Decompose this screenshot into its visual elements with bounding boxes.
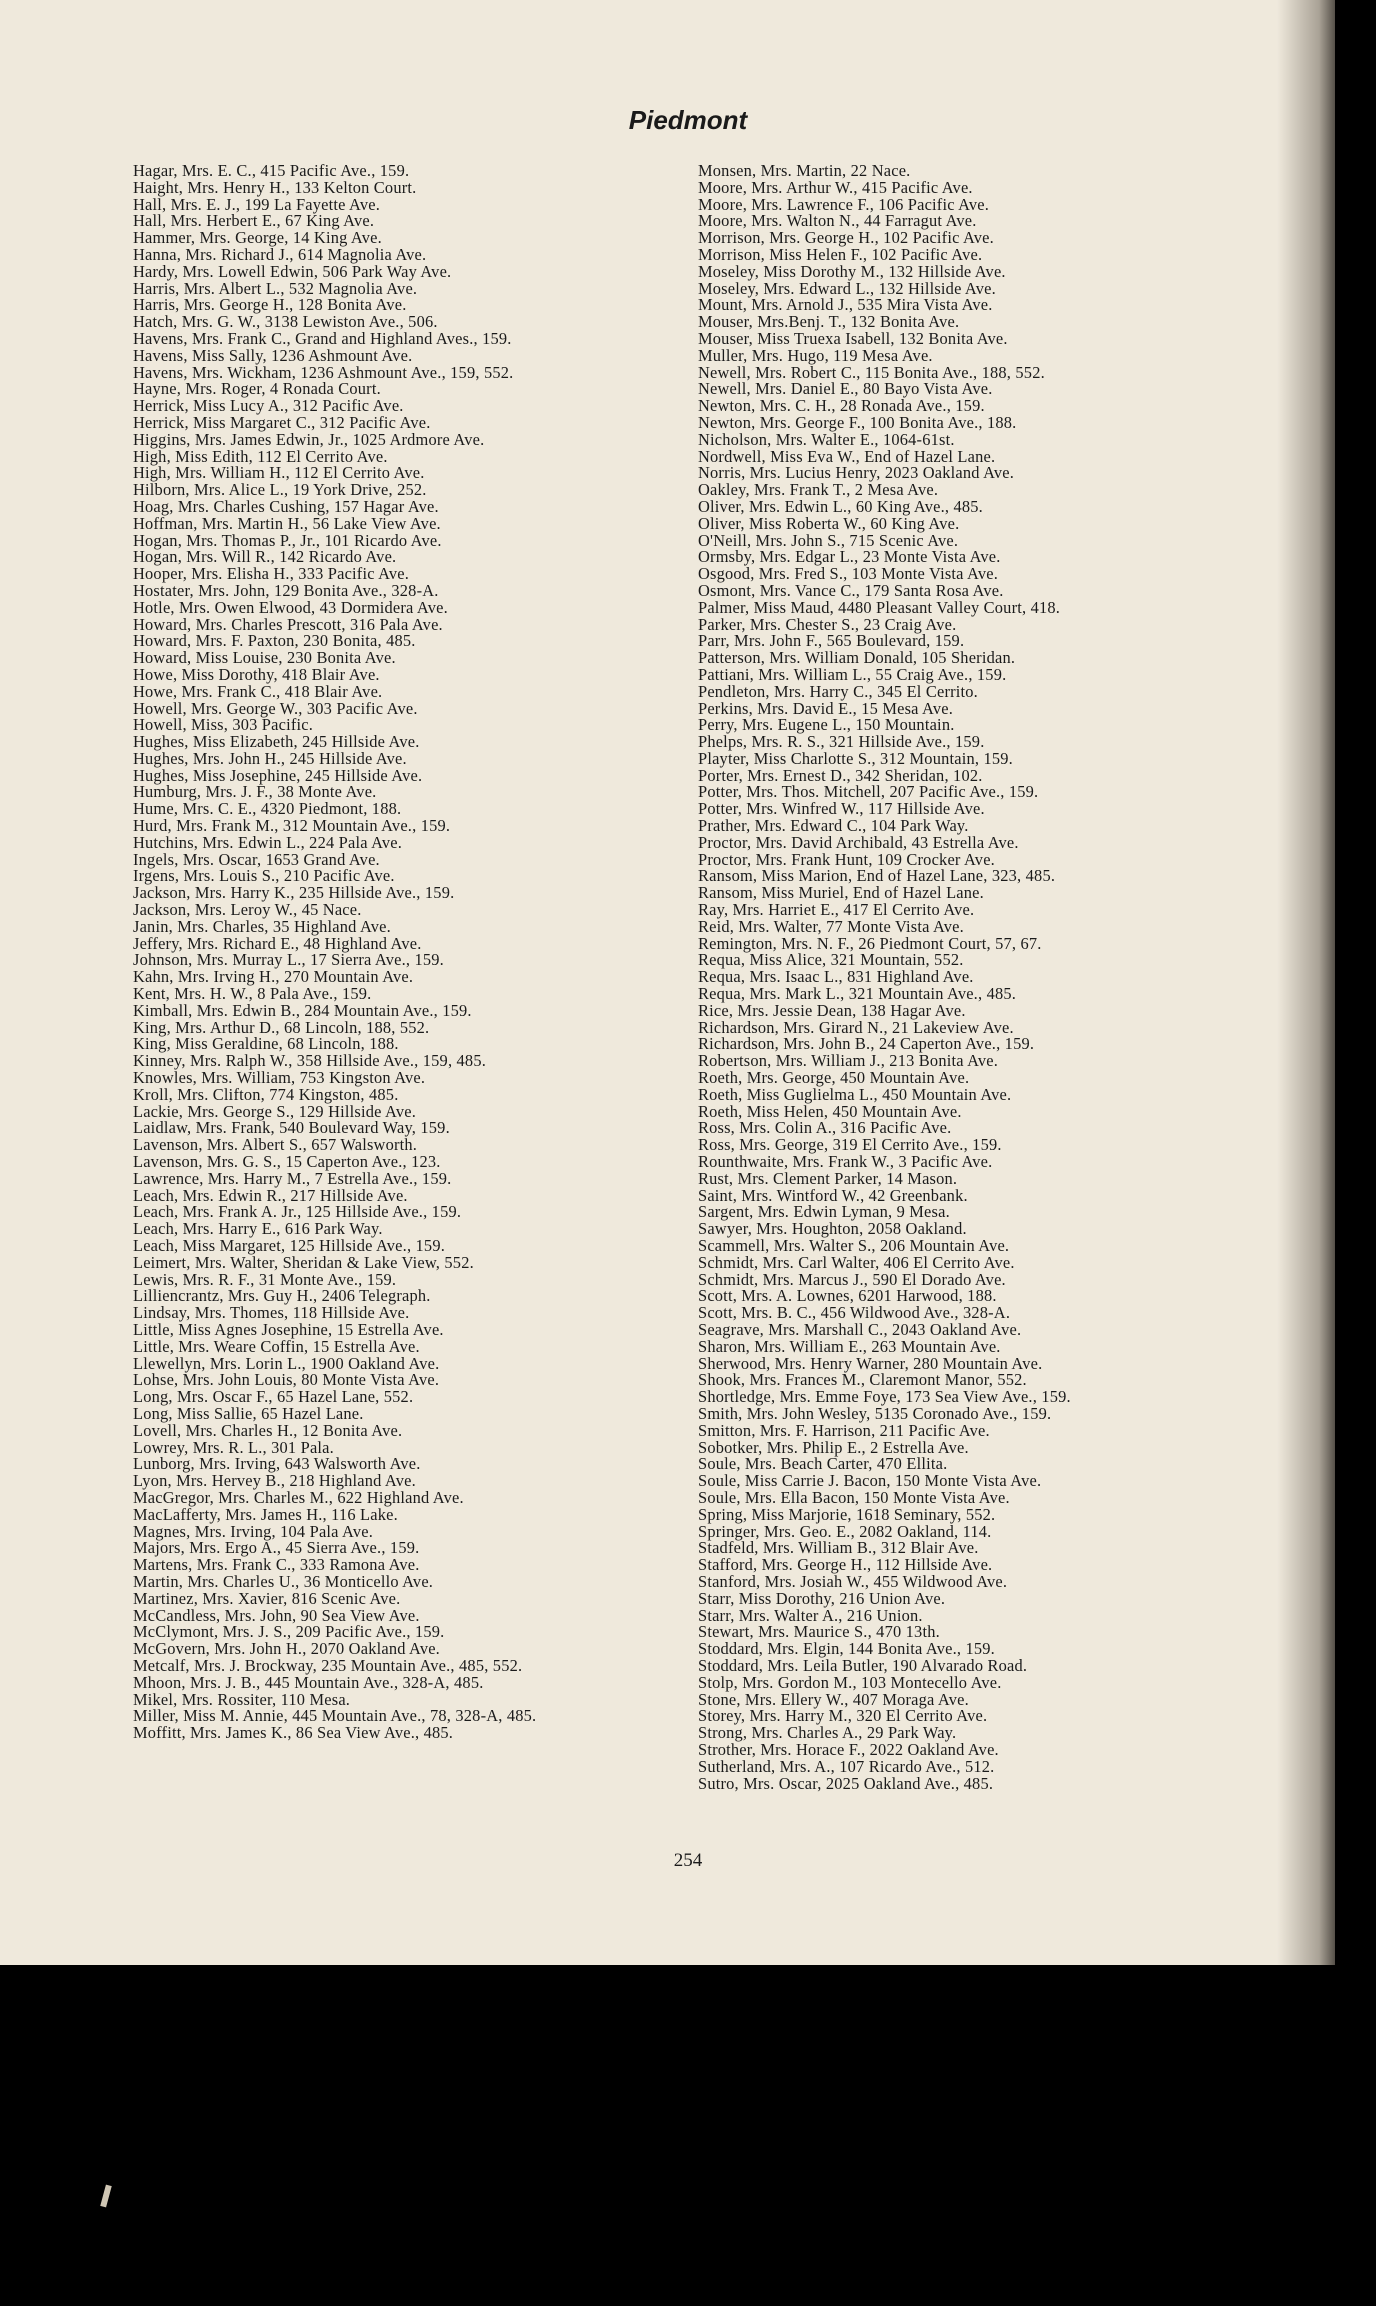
directory-entry: Roeth, Miss Guglielma L., 450 Mountain Ave. (698, 1084, 1012, 1104)
right-column (698, 163, 1238, 1792)
directory-entry: Porter, Mrs. Ernest D., 342 Sheridan, 102. (698, 765, 983, 785)
directory-entry: Ransom, Miss Marion, End of Hazel Lane, 323, 485. (698, 866, 1056, 886)
directory-entry: Schmidt, Mrs. Marcus J., 590 El Dorado Ave. (698, 1269, 1006, 1289)
directory-entry: Soule, Mrs. Beach Carter, 470 Ellita. (698, 1454, 948, 1474)
directory-entry: Stafford, Mrs. George H., 112 Hillside Ave. (698, 1555, 993, 1575)
directory-entry: Oliver, Miss Roberta W., 60 King Ave. (698, 513, 960, 533)
directory-entry: Reid, Mrs. Walter, 77 Monte Vista Ave. (698, 916, 964, 936)
directory-entry: Stolp, Mrs. Gordon M., 103 Montecello Ave. (698, 1672, 1002, 1692)
directory-entry: Irgens, Mrs. Louis S., 210 Pacific Ave. (133, 866, 395, 886)
directory-entry: Lohse, Mrs. John Louis, 80 Monte Vista Ave. (133, 1370, 440, 1390)
directory-entry: Nicholson, Mrs. Walter E., 1064-61st. (698, 429, 955, 449)
directory-entry: Martens, Mrs. Frank C., 333 Ramona Ave. (133, 1555, 420, 1575)
directory-entry: Potter, Mrs. Winfred W., 117 Hillside Ave. (698, 799, 985, 819)
directory-entry: High, Miss Edith, 112 El Cerrito Ave. (133, 446, 388, 466)
directory-entry: Shook, Mrs. Frances M., Claremont Manor, 552. (698, 1370, 1027, 1390)
directory-entry: Hostater, Mrs. John, 129 Bonita Ave., 328-A. (133, 580, 439, 600)
directory-entry: Perkins, Mrs. David E., 15 Mesa Ave. (698, 698, 954, 718)
directory-entry: Howe, Miss Dorothy, 418 Blair Ave. (133, 664, 380, 684)
directory-entry: Nordwell, Miss Eva W., End of Hazel Lane. (698, 446, 996, 466)
directory-entry: Ray, Mrs. Harriet E., 417 El Cerrito Ave. (698, 900, 975, 920)
directory-entry: Hogan, Mrs. Thomas P., Jr., 101 Ricardo Ave. (133, 530, 442, 550)
directory-entry: Hume, Mrs. C. E., 4320 Piedmont, 188. (133, 799, 402, 819)
directory-entry: Howe, Mrs. Frank C., 418 Blair Ave. (133, 681, 383, 701)
directory-entry: Humburg, Mrs. J. F., 38 Monte Ave. (133, 782, 377, 802)
directory-entry: Leach, Mrs. Frank A. Jr., 125 Hillside Ave., 159. (133, 1202, 462, 1222)
directory-entry: Mount, Mrs. Arnold J., 535 Mira Vista Ave. (698, 295, 993, 315)
directory-entry: Herrick, Miss Lucy A., 312 Pacific Ave. (133, 396, 404, 416)
directory-entry: Little, Mrs. Weare Coffin, 15 Estrella Ave. (133, 1336, 420, 1356)
directory-entry: Hotle, Mrs. Owen Elwood, 43 Dormidera Ave. (133, 597, 448, 617)
directory-entry: Storey, Mrs. Harry M., 320 El Cerrito Ave. (698, 1706, 988, 1726)
directory-entry: Hoffman, Mrs. Martin H., 56 Lake View Ave. (133, 513, 441, 533)
directory-entry: Hall, Mrs. E. J., 199 La Fayette Ave. (133, 194, 380, 214)
directory-entry: Morrison, Miss Helen F., 102 Pacific Ave. (698, 244, 983, 264)
directory-entry: Lavenson, Mrs. Albert S., 657 Walsworth. (133, 1135, 418, 1155)
directory-entry: Norris, Mrs. Lucius Henry, 2023 Oakland Ave. (698, 463, 1015, 483)
directory-entry: Newell, Mrs. Robert C., 115 Bonita Ave., 188, 552. (698, 362, 1045, 382)
directory-entry: Howell, Mrs. George W., 303 Pacific Ave. (133, 698, 418, 718)
directory-entry: Patterson, Mrs. William Donald, 105 Sheridan. (698, 648, 1016, 668)
directory-entry: Hogan, Mrs. Will R., 142 Ricardo Ave. (133, 547, 397, 567)
directory-entry: High, Mrs. William H., 112 El Cerrito Ave. (133, 463, 425, 483)
directory-entry: Higgins, Mrs. James Edwin, Jr., 1025 Ardmore Ave. (133, 429, 485, 449)
directory-entry: Sawyer, Mrs. Houghton, 2058 Oakland. (698, 1219, 967, 1239)
directory-entry: Leach, Mrs. Edwin R., 217 Hillside Ave. (133, 1185, 408, 1205)
directory-entry: Lackie, Mrs. George S., 129 Hillside Ave. (133, 1101, 416, 1121)
directory-entry: Stewart, Mrs. Maurice S., 470 13th. (698, 1622, 940, 1642)
directory-entry: Shortledge, Mrs. Emme Foye, 173 Sea View Ave., 159. (698, 1387, 1071, 1407)
directory-entry: Stadfeld, Mrs. William B., 312 Blair Ave. (698, 1538, 979, 1558)
directory-entry: Miller, Miss M. Annie, 445 Mountain Ave., 78, 328-A, 485. (133, 1706, 537, 1726)
directory-entry: Ormsby, Mrs. Edgar L., 23 Monte Vista Ave. (698, 547, 1001, 567)
directory-entry: Moseley, Mrs. Edward L., 132 Hillside Ave. (698, 278, 996, 298)
directory-entry: Stoddard, Mrs. Leila Butler, 190 Alvarado Road. (698, 1655, 1028, 1675)
directory-entry: Muller, Mrs. Hugo, 119 Mesa Ave. (698, 345, 933, 365)
directory-entry: Hurd, Mrs. Frank M., 312 Mountain Ave., 159. (133, 816, 451, 836)
directory-entry: Martinez, Mrs. Xavier, 816 Scenic Ave. (133, 1588, 401, 1608)
directory-entry: Sutro, Mrs. Oscar, 2025 Oakland Ave., 485. (698, 1773, 994, 1793)
directory-entry: Hammer, Mrs. George, 14 King Ave. (133, 228, 382, 248)
directory-entry: Richardson, Mrs. Girard N., 21 Lakeview Ave. (698, 1017, 1014, 1037)
directory-entry: Pendleton, Mrs. Harry C., 345 El Cerrito. (698, 681, 978, 701)
directory-entry: Hardy, Mrs. Lowell Edwin, 506 Park Way Ave. (133, 261, 452, 281)
directory-entry: Rice, Mrs. Jessie Dean, 138 Hagar Ave. (698, 1000, 966, 1020)
left-column (133, 163, 673, 1742)
directory-entry: Leimert, Mrs. Walter, Sheridan & Lake View, 552. (133, 1252, 474, 1272)
directory-entry: Osmont, Mrs. Vance C., 179 Santa Rosa Ave. (698, 580, 1004, 600)
directory-entry: McCandless, Mrs. John, 90 Sea View Ave. (133, 1605, 420, 1625)
directory-entry: Hughes, Miss Josephine, 245 Hillside Ave. (133, 765, 423, 785)
directory-entry: Howard, Mrs. F. Paxton, 230 Bonita, 485. (133, 631, 416, 651)
directory-entry: Hughes, Miss Elizabeth, 245 Hillside Ave. (133, 732, 420, 752)
directory-entry: Leach, Mrs. Harry E., 616 Park Way. (133, 1219, 383, 1239)
directory-entry: Springer, Mrs. Geo. E., 2082 Oakland, 114. (698, 1521, 992, 1541)
directory-entry: Moore, Mrs. Arthur W., 415 Pacific Ave. (698, 177, 973, 197)
directory-entry: Seagrave, Mrs. Marshall C., 2043 Oakland Ave. (698, 1319, 1022, 1339)
directory-entry: Jeffery, Mrs. Richard E., 48 Highland Ave. (133, 933, 422, 953)
directory-entry: Moseley, Miss Dorothy M., 132 Hillside Ave. (698, 261, 1006, 281)
directory-entry: Sharon, Mrs. William E., 263 Mountain Ave. (698, 1336, 1001, 1356)
directory-entry: Havens, Mrs. Wickham, 1236 Ashmount Ave., 159, 552. (133, 362, 514, 382)
directory-entry: Leach, Miss Margaret, 125 Hillside Ave., 159. (133, 1236, 446, 1255)
directory-entry: MacLafferty, Mrs. James H., 116 Lake. (133, 1504, 398, 1524)
directory-entry: Ingels, Mrs. Oscar, 1653 Grand Ave. (133, 849, 380, 869)
directory-entry: Hall, Mrs. Herbert E., 67 King Ave. (133, 211, 375, 231)
directory-entry: Hayne, Mrs. Roger, 4 Ronada Court. (133, 379, 381, 399)
directory-entry: Remington, Mrs. N. F., 26 Piedmont Court, 57, 67. (698, 933, 1042, 953)
directory-entry: Lavenson, Mrs. G. S., 15 Caperton Ave., 123. (133, 1152, 441, 1172)
directory-entry: Requa, Mrs. Isaac L., 831 Highland Ave. (698, 967, 974, 987)
directory-entry: Stanford, Mrs. Josiah W., 455 Wildwood Ave. (698, 1571, 1008, 1591)
directory-entry: Soule, Mrs. Ella Bacon, 150 Monte Vista Ave. (698, 1487, 1010, 1507)
directory-entry: Soule, Miss Carrie J. Bacon, 150 Monte Vista Ave. (698, 1471, 1042, 1491)
directory-entry: Scott, Mrs. A. Lownes, 6201 Harwood, 188. (698, 1286, 997, 1306)
directory-entry: Lunborg, Mrs. Irving, 643 Walsworth Ave. (133, 1454, 421, 1474)
directory-entry: Rust, Mrs. Clement Parker, 14 Mason. (698, 1168, 958, 1188)
directory-entry: Magnes, Mrs. Irving, 104 Pala Ave. (133, 1521, 374, 1541)
directory-entry: King, Miss Geraldine, 68 Lincoln, 188. (133, 1034, 399, 1054)
directory-entry: Hatch, Mrs. G. W., 3138 Lewiston Ave., 506. (133, 312, 438, 332)
directory-entry: Lowrey, Mrs. R. L., 301 Pala. (133, 1437, 334, 1457)
directory-entry: Sutherland, Mrs. A., 107 Ricardo Ave., 512. (698, 1756, 995, 1776)
page-title: Piedmont (628, 105, 748, 135)
directory-entry: Prather, Mrs. Edward C., 104 Park Way. (698, 816, 969, 836)
directory-entry: Kinney, Mrs. Ralph W., 358 Hillside Ave., 159, 485. (133, 1051, 487, 1071)
directory-entry: Perry, Mrs. Eugene L., 150 Mountain. (698, 715, 955, 735)
directory-entry: McGovern, Mrs. John H., 2070 Oakland Ave. (133, 1639, 440, 1659)
directory-entry: Howard, Miss Louise, 230 Bonita Ave. (133, 648, 396, 668)
directory-entry: Newell, Mrs. Daniel E., 80 Bayo Vista Ave. (698, 379, 993, 399)
directory-entry: Havens, Miss Sally, 1236 Ashmount Ave. (133, 345, 413, 365)
directory-entry: Parker, Mrs. Chester S., 23 Craig Ave. (698, 614, 957, 634)
directory-entry: Newton, Mrs. George F., 100 Bonita Ave., 188. (698, 412, 1017, 432)
directory-entry: Morrison, Mrs. George H., 102 Pacific Ave. (698, 228, 994, 248)
directory-entry: Metcalf, Mrs. J. Brockway, 235 Mountain Ave., 485, 552. (133, 1655, 523, 1675)
directory-entry: Martin, Mrs. Charles U., 36 Monticello Ave. (133, 1571, 434, 1591)
directory-entry: Johnson, Mrs. Murray L., 17 Sierra Ave., 159. (133, 950, 444, 970)
directory-entry: Little, Miss Agnes Josephine, 15 Estrella Ave. (133, 1319, 444, 1339)
directory-entry: Hooper, Mrs. Elisha H., 333 Pacific Ave. (133, 564, 410, 584)
directory-entry: Ross, Mrs. George, 319 El Cerrito Ave., 159. (698, 1135, 1002, 1155)
page-number: 254 (673, 1850, 703, 1871)
directory-entry: O'Neill, Mrs. John S., 715 Scenic Ave. (698, 530, 959, 550)
directory-entry: Kent, Mrs. H. W., 8 Pala Ave., 159. (133, 984, 372, 1004)
directory-entry: Havens, Mrs. Frank C., Grand and Highland Aves., 159. (133, 328, 512, 348)
directory-entry: Proctor, Mrs. David Archibald, 43 Estrella Ave. (698, 832, 1019, 852)
directory-entry: Kahn, Mrs. Irving H., 270 Mountain Ave. (133, 967, 414, 987)
directory-entry: Monsen, Mrs. Martin, 22 Nace. (698, 161, 911, 180)
directory-entry: Jackson, Mrs. Harry K., 235 Hillside Ave., 159. (133, 883, 455, 903)
directory-entry: Majors, Mrs. Ergo A., 45 Sierra Ave., 159. (133, 1538, 420, 1558)
directory-entry: Roeth, Mrs. George, 450 Mountain Ave. (698, 1068, 970, 1088)
directory-entry: Requa, Miss Alice, 321 Mountain, 552. (698, 950, 964, 970)
directory-entry: Herrick, Miss Margaret C., 312 Pacific Ave. (133, 412, 431, 432)
page-gutter-shadow (1277, 0, 1335, 1965)
directory-entry: Spring, Miss Marjorie, 1618 Seminary, 552. (698, 1504, 996, 1524)
directory-entry: Smitton, Mrs. F. Harrison, 211 Pacific Ave. (698, 1420, 990, 1440)
directory-entry: Lawrence, Mrs. Harry M., 7 Estrella Ave., 159. (133, 1168, 452, 1188)
directory-entry: Roeth, Miss Helen, 450 Mountain Ave. (698, 1101, 962, 1121)
directory-entry: Potter, Mrs. Thos. Mitchell, 207 Pacific Ave., 159. (698, 782, 1039, 802)
directory-entry: Hughes, Mrs. John H., 245 Hillside Ave. (133, 748, 407, 768)
directory-entry: Sobotker, Mrs. Philip E., 2 Estrella Ave. (698, 1437, 969, 1457)
directory-entry: Osgood, Mrs. Fred S., 103 Monte Vista Ave. (698, 564, 999, 584)
directory-entry: Sherwood, Mrs. Henry Warner, 280 Mountain Ave. (698, 1353, 1043, 1373)
directory-entry: Oliver, Mrs. Edwin L., 60 King Ave., 485. (698, 496, 983, 516)
directory-entry: Harris, Mrs. George H., 128 Bonita Ave. (133, 295, 407, 315)
directory-entry: Harris, Mrs. Albert L., 532 Magnolia Ave. (133, 278, 418, 298)
directory-entry: Starr, Mrs. Walter A., 216 Union. (698, 1605, 923, 1625)
directory-entry: Phelps, Mrs. R. S., 321 Hillside Ave., 159. (698, 732, 985, 752)
directory-entry: Mhoon, Mrs. J. B., 445 Mountain Ave., 328-A, 485. (133, 1672, 484, 1692)
directory-entry: Kroll, Mrs. Clifton, 774 Kingston, 485. (133, 1084, 399, 1104)
directory-entry: Janin, Mrs. Charles, 35 Highland Ave. (133, 916, 391, 936)
directory-entry: Schmidt, Mrs. Carl Walter, 406 El Cerrito Ave. (698, 1252, 1015, 1272)
directory-entry: Stone, Mrs. Ellery W., 407 Moraga Ave. (698, 1689, 969, 1709)
directory-entry: Moore, Mrs. Walton N., 44 Farragut Ave. (698, 211, 977, 231)
directory-entry: Long, Miss Sallie, 65 Hazel Lane. (133, 1403, 364, 1423)
directory-entry: Starr, Miss Dorothy, 216 Union Ave. (698, 1588, 946, 1608)
directory-entry: Hagar, Mrs. E. C., 415 Pacific Ave., 159. (133, 161, 410, 180)
directory-entry: Pattiani, Mrs. William L., 55 Craig Ave., 159. (698, 664, 1007, 684)
directory-entry: Hutchins, Mrs. Edwin L., 224 Pala Ave. (133, 832, 403, 852)
directory-entry: Lyon, Mrs. Hervey B., 218 Highland Ave. (133, 1471, 416, 1491)
directory-entry: Hoag, Mrs. Charles Cushing, 157 Hagar Ave. (133, 496, 439, 516)
directory-entry: Hilborn, Mrs. Alice L., 19 York Drive, 252. (133, 480, 427, 500)
directory-entry: Kimball, Mrs. Edwin B., 284 Mountain Ave., 159. (133, 1000, 472, 1020)
directory-entry: Lilliencrantz, Mrs. Guy H., 2406 Telegraph. (133, 1286, 431, 1306)
directory-entry: Playter, Miss Charlotte S., 312 Mountain, 159. (698, 748, 1013, 768)
directory-entry: Strother, Mrs. Horace F., 2022 Oakland Ave. (698, 1739, 999, 1759)
directory-entry: Long, Mrs. Oscar F., 65 Hazel Lane, 552. (133, 1387, 414, 1407)
directory-entry: Lovell, Mrs. Charles H., 12 Bonita Ave. (133, 1420, 403, 1440)
directory-entry: Scott, Mrs. B. C., 456 Wildwood Ave., 328-A. (698, 1303, 1011, 1323)
directory-entry: King, Mrs. Arthur D., 68 Lincoln, 188, 552. (133, 1017, 430, 1037)
directory-entry: Knowles, Mrs. William, 753 Kingston Ave. (133, 1068, 426, 1088)
directory-entry: Stoddard, Mrs. Elgin, 144 Bonita Ave., 159. (698, 1639, 995, 1659)
directory-entry: McClymont, Mrs. J. S., 209 Pacific Ave., 159. (133, 1622, 445, 1642)
directory-entry: Howard, Mrs. Charles Prescott, 316 Pala Ave. (133, 614, 443, 634)
directory-entry: Newton, Mrs. C. H., 28 Ronada Ave., 159. (698, 396, 985, 416)
directory-entry: Lindsay, Mrs. Thomes, 118 Hillside Ave. (133, 1303, 410, 1323)
directory-entry: Ransom, Miss Muriel, End of Hazel Lane. (698, 883, 984, 903)
directory-entry: Howell, Miss, 303 Pacific. (133, 715, 314, 735)
directory-entry: Saint, Mrs. Wintford W., 42 Greenbank. (698, 1185, 968, 1205)
directory-entry: Hanna, Mrs. Richard J., 614 Magnolia Ave. (133, 244, 427, 264)
directory-entry: Requa, Mrs. Mark L., 321 Mountain Ave., 485. (698, 984, 1017, 1004)
directory-entry: Parr, Mrs. John F., 565 Boulevard, 159. (698, 631, 965, 651)
directory-entry: Robertson, Mrs. William J., 213 Bonita Ave. (698, 1051, 999, 1071)
directory-entry: Oakley, Mrs. Frank T., 2 Mesa Ave. (698, 480, 939, 500)
directory-entry: Laidlaw, Mrs. Frank, 540 Boulevard Way, 159. (133, 1118, 450, 1138)
directory-entry: Mouser, Mrs.Benj. T., 132 Bonita Ave. (698, 312, 960, 332)
directory-entry: Llewellyn, Mrs. Lorin L., 1900 Oakland Ave. (133, 1353, 440, 1373)
directory-entry: Richardson, Mrs. John B., 24 Caperton Ave., 159. (698, 1034, 1035, 1054)
directory-entry: Lewis, Mrs. R. F., 31 Monte Ave., 159. (133, 1269, 397, 1289)
directory-entry: Sargent, Mrs. Edwin Lyman, 9 Mesa. (698, 1202, 950, 1222)
directory-entry: Smith, Mrs. John Wesley, 5135 Coronado Ave., 159. (698, 1403, 1052, 1423)
directory-entry: Moffitt, Mrs. James K., 86 Sea View Ave., 485. (133, 1723, 454, 1743)
directory-entry: Rounthwaite, Mrs. Frank W., 3 Pacific Ave. (698, 1152, 993, 1172)
directory-entry: Mouser, Miss Truexa Isabell, 132 Bonita Ave. (698, 328, 1008, 348)
directory-entry: Palmer, Miss Maud, 4480 Pleasant Valley Court, 418. (698, 597, 1061, 617)
directory-entry: Jackson, Mrs. Leroy W., 45 Nace. (133, 900, 362, 920)
directory-entry: Mikel, Mrs. Rossiter, 110 Mesa. (133, 1689, 351, 1709)
scan-artifact (100, 2185, 111, 2208)
directory-entry: Haight, Mrs. Henry H., 133 Kelton Court. (133, 177, 417, 197)
directory-entry: Proctor, Mrs. Frank Hunt, 109 Crocker Ave. (698, 849, 995, 869)
directory-entry: Strong, Mrs. Charles A., 29 Park Way. (698, 1723, 957, 1743)
directory-entry: MacGregor, Mrs. Charles M., 622 Highland Ave. (133, 1487, 464, 1507)
directory-entry: Moore, Mrs. Lawrence F., 106 Pacific Ave. (698, 194, 990, 214)
directory-entry: Ross, Mrs. Colin A., 316 Pacific Ave. (698, 1118, 952, 1138)
directory-entry: Scammell, Mrs. Walter S., 206 Mountain Ave. (698, 1236, 1010, 1255)
